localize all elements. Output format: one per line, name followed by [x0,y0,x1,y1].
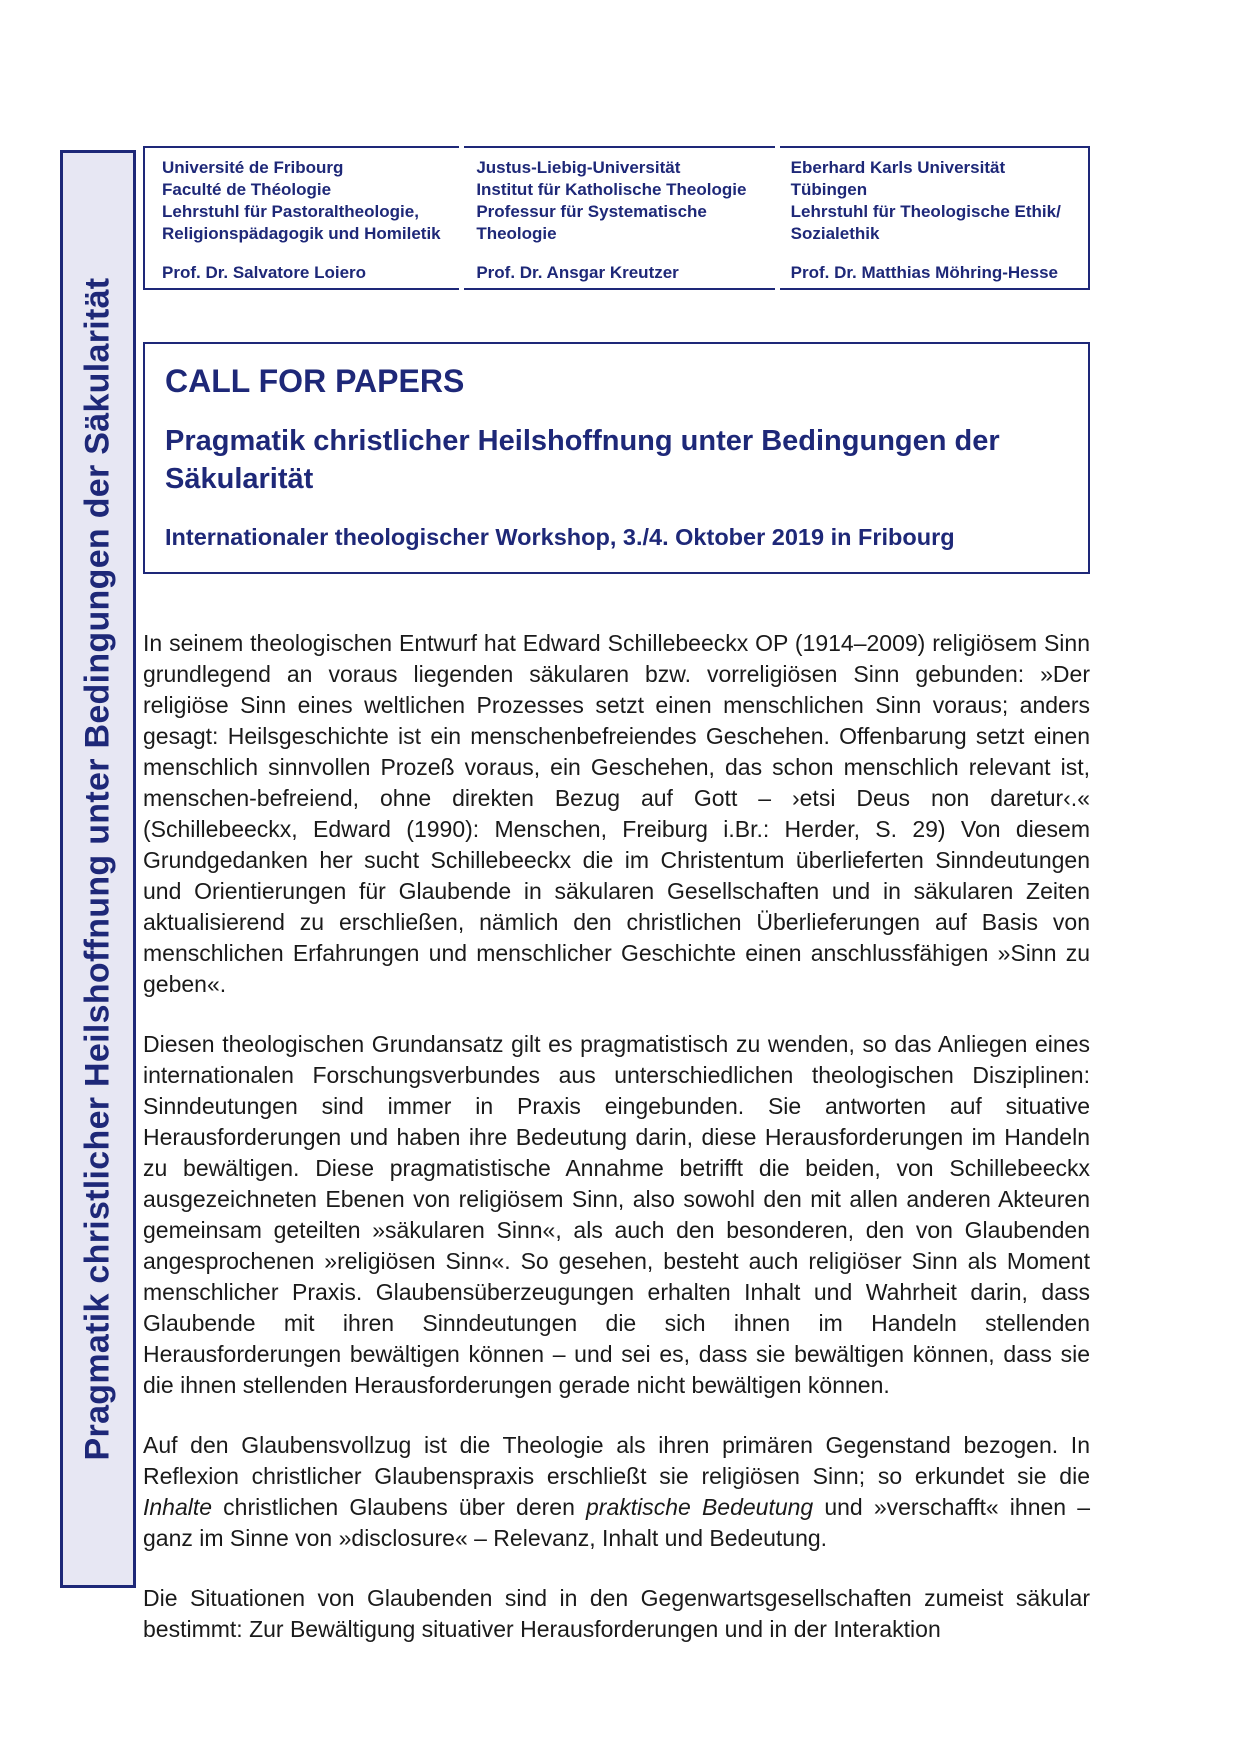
institution-line: Justus-Liebig-Universität [476,158,681,177]
institution-line: Lehrstuhl für Pastoraltheologie, [162,202,419,221]
institution-line: Eberhard Karls Universität [790,158,1006,177]
text-run: christlichen Glaubens über deren [212,1494,586,1520]
institution-line: Faculté de Théologie [162,180,332,199]
institution-line: Lehrstuhl für Theologische Ethik/ [790,202,1061,221]
institution-line: Institut für Katholische Theologie [476,180,747,199]
professor-name: Prof. Dr. Ansgar Kreutzer [476,263,679,282]
institution-line: Theologie [476,224,557,243]
text-run: In seinem theologischen Entwurf hat Edward Schillebeeckx OP (1914–2009) religiösem Sinn grundlegend an voraus liegenden säkularen bzw. vorreligiösen Sinn gebunden: »Der religiöse Sinn eines weltlichen Prozesses setzt einen menschlichen Sinn voraus; anders gesagt: Heilsgeschichte ist ein menschenbefreiendes Geschehen. Offenbarung setzt einen menschlich sinnvollen Prozeß voraus, ein Geschehen, das schon menschlich relevant ist, menschen-befreiend, ohne direkten Bezug auf Gott – ›etsi Deus non daretur‹.« (Schillebeeckx, Edward (1990): Menschen, Freiburg i.Br.: Herder, S. 29) Von diesem Grundgedanken her sucht Schillebeeckx die im Christentum überlieferten Sinndeutungen und Orientierungen für Glaubende in säkularen Gesellschaften und in säkularen Zeiten aktualisierend zu erschließen, nämlich den christlichen Überlieferungen auf Basis von menschlichen Erfahrungen und menschlicher Geschichte einen anschlussfähigen »Sinn zu geben«. [143,630,1090,997]
paragraph [143,628,1090,1000]
sidebar-banner [60,150,136,1588]
institution-line: Université de Fribourg [162,158,344,177]
border-notch [775,287,780,291]
italic-text-run: praktische Bedeutung [586,1494,814,1520]
cfp-heading: Pragmatik christlicher Heilshoffnung unter Bedingungen der Säkularität [165,425,1000,495]
institution-line: Sozialethik [790,224,880,243]
border-notch [775,145,780,149]
text-run: Die Situationen von Glaubenden sind in den Gegenwartsgesellschaften zumeist säkular bestimmt: Zur Bewältigung situativer Herausforderungen und in der Interaktion [143,1585,1090,1642]
border-notch [459,145,464,149]
professor-name: Prof. Dr. Salvatore Loiero [162,263,367,282]
border-notch [459,287,464,291]
cfp-title: CALL FOR PAPERS [165,363,465,399]
institution-line: Religionspädagogik und Homiletik [162,224,441,243]
paragraph [143,1583,1090,1645]
letterhead [143,146,1090,290]
cfp-subheading: Internationaler theologischer Workshop, 3./4. Oktober 2019 in Fribourg [165,524,955,550]
sidebar-vertical-title: Pragmatik christlicher Heilshoffnung unter Bedingungen der Säkularität [78,277,117,1461]
institution-line: Tübingen [790,180,868,199]
letterhead-column-giessen [459,157,773,284]
letterhead-column-tuebingen [774,157,1088,284]
professor-name: Prof. Dr. Matthias Möhring-Hesse [790,263,1058,282]
letterhead-column-fribourg [145,157,459,284]
main-content [143,146,1090,1645]
paragraph [143,1029,1090,1401]
call-for-papers-box [143,342,1090,574]
institution-line: Professur für Systematische [476,202,707,221]
text-run: Auf den Glaubensvollzug ist die Theologie als ihren primären Gegenstand bezogen. In Reflexion christlicher Glaubenspraxis erschließt sie religiösen Sinn; so erkundet sie die [143,1432,1090,1489]
text-run: und »verschafft« ihnen – ganz im Sinne von »disclosure« – Relevanz, Inhalt und Bedeutung. [143,1494,1090,1551]
body-text [143,628,1090,1645]
italic-text-run: Inhalte [143,1494,213,1520]
text-run: Diesen theologischen Grundansatz gilt es pragmatistisch zu wenden, so das Anliegen eines internationalen Forschungsverbundes aus unterschiedlichen theologischen Disziplinen: Sinndeutungen sind immer in Praxis eingebunden. Sie antworten auf situative Herausforderungen und haben ihre Bedeutung darin, diese Herausforderungen im Handeln zu bewältigen. Diese pragmatistische Annahme betrifft die beiden, von Schillebeeckx ausgezeichneten Ebenen von religiösem Sinn, also sowohl den mit allen anderen Akteuren gemeinsam geteilten »säkularen Sinn«, als auch den besonderen, den von Glaubenden angesprochenen »religiösen Sinn«. So gesehen, besteht auch religiöser Sinn als Moment menschlicher Praxis. Glaubensüberzeugungen erhalten Inhalt und Wahrheit darin, dass Glaubende mit ihren Sinndeutungen die sich ihnen im Handeln stellenden Herausforderungen bewältigen können – und sei es, dass sie bewältigen können, dass sie die ihnen stellenden Herausforderungen gerade nicht bewältigen können. [143,1031,1090,1398]
paragraph [143,1430,1090,1554]
